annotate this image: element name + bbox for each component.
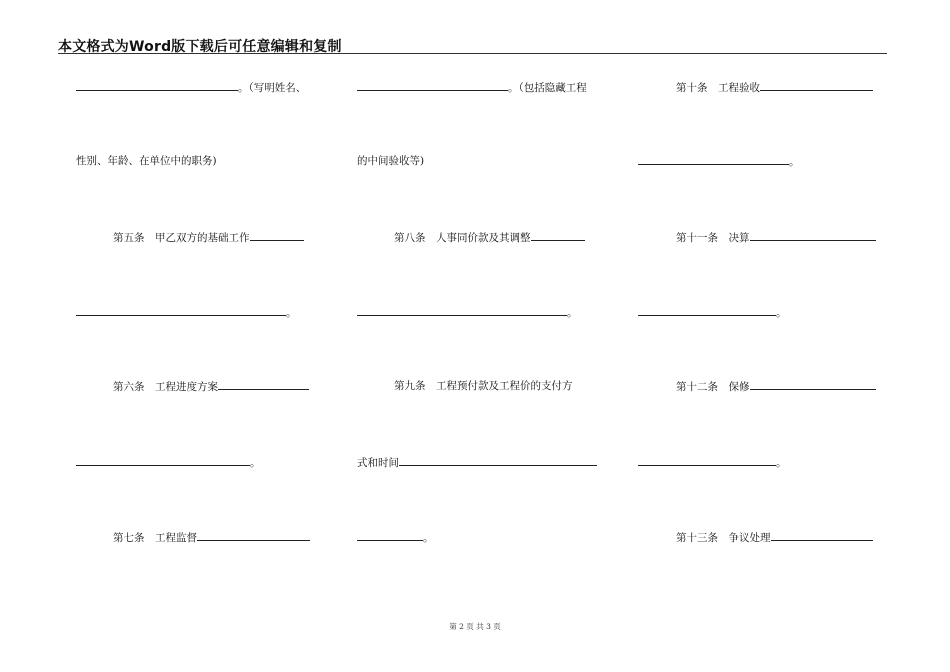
col1-line6-text: 。 [250, 457, 261, 469]
col2-article9: 第九条 工程预付款及工程价的支付方 [394, 380, 573, 392]
fill-blank[interactable] [750, 379, 876, 390]
col3-line4-text: 。 [776, 307, 787, 319]
col1-line2: 性别、年龄、在单位中的职务) [76, 155, 217, 167]
col3-line6-text: 。 [776, 457, 787, 469]
col2-line4 [357, 305, 578, 320]
col3-article12 [676, 379, 876, 394]
fill-blank[interactable] [638, 305, 776, 316]
col1-article6 [113, 379, 309, 394]
fill-blank[interactable] [357, 305, 567, 316]
col2-line4-text: 。 [567, 307, 578, 319]
fill-blank[interactable] [357, 80, 508, 91]
article10-label: 第十条 工程验收 [676, 82, 760, 94]
col2-article8 [394, 230, 585, 245]
fill-blank[interactable] [218, 379, 309, 390]
fill-blank[interactable] [771, 530, 873, 541]
article13-label: 第十三条 争议处理 [676, 532, 771, 544]
fill-blank[interactable] [750, 230, 876, 241]
col1-article7 [113, 530, 310, 545]
fill-blank[interactable] [638, 154, 789, 165]
col2-line2: 的中间验收等) [357, 155, 425, 167]
fill-blank[interactable] [76, 80, 238, 91]
col1-line4 [76, 305, 297, 320]
col3-line2 [638, 154, 800, 169]
fill-blank[interactable] [531, 230, 585, 241]
col1-line1-text: 。（写明姓名、 [238, 82, 307, 94]
article8-label: 第八条 人事同价款及其调整 [394, 232, 531, 244]
fill-blank[interactable] [760, 80, 873, 91]
col2-line7-text: 。 [423, 532, 434, 544]
col2-line1 [357, 80, 587, 95]
fill-blank[interactable] [250, 230, 304, 241]
header-divider [58, 53, 887, 54]
col3-line2-text: 。 [789, 156, 800, 168]
col3-article10 [676, 80, 873, 95]
col1-article5 [113, 230, 304, 245]
col1-line6 [76, 455, 261, 470]
article6-label: 第六条 工程进度方案 [113, 381, 218, 393]
fill-blank[interactable] [76, 305, 286, 316]
article5-label: 第五条 甲乙双方的基础工作 [113, 232, 250, 244]
col3-article11 [676, 230, 876, 245]
page-header-title: 本文格式为Word版下载后可任意编辑和复制 [58, 39, 342, 55]
col2-line1-text: 。（包括隐藏工程 [508, 82, 587, 94]
col2-line7 [357, 530, 434, 545]
col2-line6-text: 式和时间 [357, 457, 399, 469]
col3-article13 [676, 530, 873, 545]
article12-label: 第十二条 保修 [676, 381, 750, 393]
fill-blank[interactable] [357, 530, 423, 541]
page-number: 第 2 页 共 3 页 [449, 622, 501, 631]
fill-blank[interactable] [399, 455, 597, 466]
article7-label: 第七条 工程监督 [113, 532, 197, 544]
article11-label: 第十一条 决算 [676, 232, 750, 244]
col1-line1 [76, 80, 306, 95]
fill-blank[interactable] [638, 455, 776, 466]
fill-blank[interactable] [197, 530, 310, 541]
col2-line6 [357, 455, 597, 470]
fill-blank[interactable] [76, 455, 250, 466]
col3-line4 [638, 305, 787, 320]
col1-line4-text: 。 [286, 307, 297, 319]
col3-line6 [638, 455, 787, 470]
